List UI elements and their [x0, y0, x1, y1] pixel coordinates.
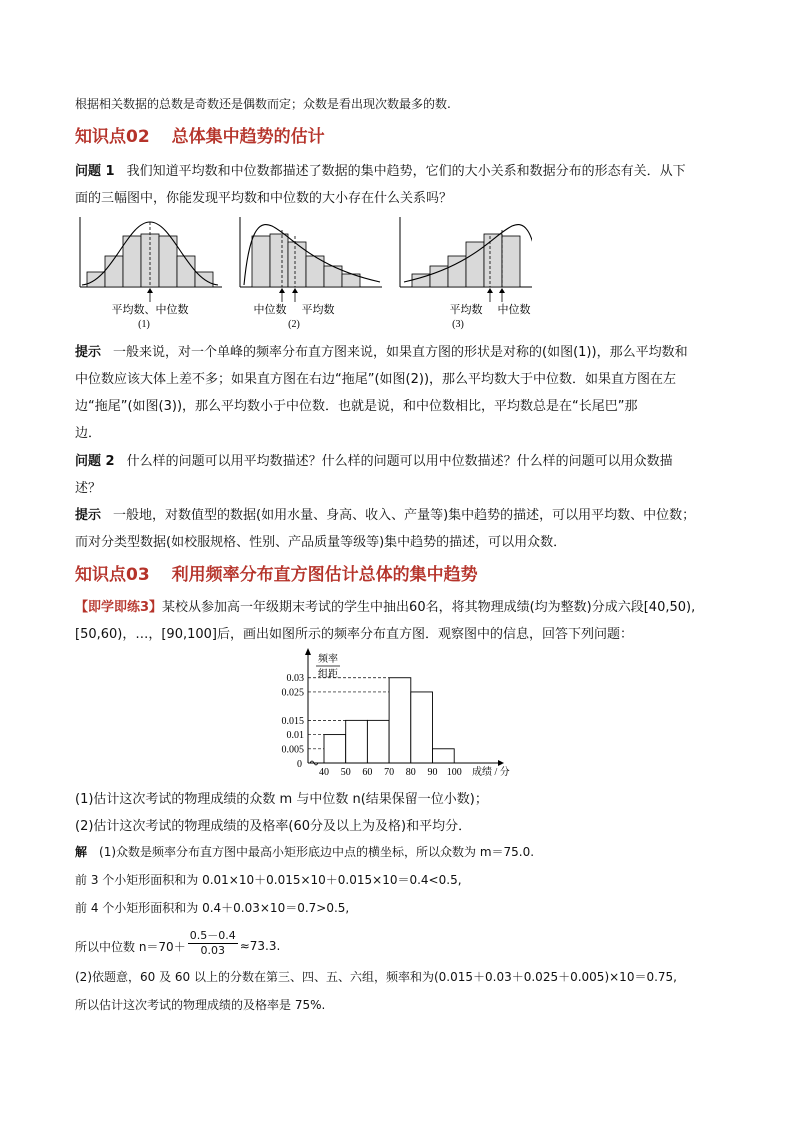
x-tick-label: 90 — [427, 767, 438, 778]
practice-line1 — [75, 596, 695, 615]
question-1-line2: 面的三幅图中，你能发现平均数和中位数的大小存在什么关系吗？ — [75, 191, 453, 206]
x-axis-label: 成绩 / 分 — [472, 767, 510, 778]
median-formula-suffix: ≈73.3. — [239, 939, 281, 953]
histogram-bar-90 — [433, 749, 455, 763]
y-tick-label: 0.03 — [286, 673, 304, 685]
fig1-label: 平均数、中位数 — [111, 304, 189, 316]
y-tick-label: 0.025 — [281, 687, 304, 699]
histogram-x-ticks — [319, 767, 462, 778]
question-2-text: 什么样的问题可以用平均数描述？什么样的问题可以用中位数描述？什么样的问题可以用众数描 — [126, 454, 673, 469]
fig3-label-mean: 平均数 — [449, 304, 483, 316]
solution-line5: (2)依题意，60 及 60 以上的分数在第三、四、五、六组，频率和为(0.015＋0.03＋0.025＋0.005)×10＝0.75, — [75, 970, 677, 984]
hint-1-line2: 中位数应该大体上差不多；如果直方图在右边“拖尾”(如图(2))，那么平均数大于中位数．如果直方图在左 — [75, 372, 677, 387]
practice-line2: [50,60)，…，[90,100]后，画出如图所示的频率分布直方图．观察图中的信息，回答下列问题： — [75, 627, 633, 642]
fraction-denominator: 0.03 — [200, 944, 225, 957]
question-2-label: 问题 2 — [75, 454, 115, 469]
figure-3-left-tail — [400, 217, 532, 330]
fig3-number: (3) — [452, 319, 464, 330]
y-tick-label: 0.015 — [281, 715, 304, 727]
x-tick-label: 40 — [319, 767, 329, 778]
x-tick-label: 60 — [362, 767, 373, 778]
y-label-top: 频率 — [318, 654, 338, 665]
practice-tag: 【即学即练3】 — [75, 600, 163, 615]
x-tick-label: 80 — [405, 767, 416, 778]
hint-2-line1 — [75, 504, 695, 523]
hint-2-line2: 而对分类型数据(如校服规格、性别、产品质量等级等)集中趋势的描述，可以用众数． — [75, 535, 567, 550]
median-formula-prefix: 所以中位数 n＝70＋ — [75, 939, 186, 954]
hint-1-line1 — [75, 341, 688, 360]
x-axis-arrow — [498, 760, 504, 766]
hint-2-text: 一般地，对数值型的数据(如用水量、身高、收入、产量等)集中趋势的描述，可以用平均数、中位数； — [113, 508, 696, 523]
hint-1-line4: 边． — [75, 426, 102, 441]
solution-text: (1)众数是频率分布直方图中最高小矩形底边中点的横坐标，所以众数为 m＝75.0. — [99, 845, 535, 859]
y-tick-label: 0.005 — [281, 744, 304, 756]
section-number: 知识点02 — [75, 127, 150, 147]
fig2-label-mean: 平均数 — [301, 304, 335, 316]
solution-line1 — [75, 843, 534, 860]
question-1-line1 — [75, 160, 686, 179]
x-tick-label: 70 — [384, 767, 395, 778]
question-1-label: 问题 1 — [75, 164, 115, 179]
y-axis-arrow — [305, 648, 311, 655]
figure-1-symmetric — [80, 217, 222, 330]
x-tick-label: 50 — [340, 767, 351, 778]
question-1-text: 我们知道平均数和中位数都描述了数据的集中趋势，它们的大小关系和数据分布的形态有关．从下 — [126, 164, 686, 179]
part-1: (1)估计这次考试的物理成绩的众数 m 与中位数 n(结果保留一位小数)； — [75, 792, 488, 807]
fig3-bars — [412, 234, 520, 287]
histogram-bar-80 — [411, 692, 433, 763]
section-heading-03 — [75, 560, 500, 585]
histogram-bar-60 — [367, 720, 389, 763]
fig2-bars — [252, 234, 360, 287]
fraction-numerator: 0.5－0.4 — [189, 929, 236, 942]
y-tick-label: 0.01 — [286, 730, 304, 742]
hint-1-text: 一般来说，对一个单峰的频率分布直方图来说，如果直方图的形状是对称的(如图(1))，那么平均数和 — [113, 345, 688, 360]
solution-line3: 前 4 个小矩形面积和为 0.4＋0.03×10＝0.7>0.5, — [75, 901, 350, 915]
hint-1-line3: 边“拖尾”(如图(3))，那么平均数小于中位数．也就是说，和中位数相比，平均数总是在“长尾巴”那 — [75, 399, 638, 414]
fig1-number: (1) — [138, 319, 150, 330]
section-title: 总体集中趋势的估计 — [171, 127, 325, 147]
hint-1-label: 提示 — [75, 345, 102, 360]
frequency-histogram — [270, 645, 530, 783]
fig2-number: (2) — [288, 319, 300, 330]
part-2: (2)估计这次考试的物理成绩的及格率(60分及以上为及格)和平均分． — [75, 819, 472, 834]
question-2-line1 — [75, 450, 673, 469]
solution-label: 解 — [75, 845, 88, 859]
fig3-label-median: 中位数 — [497, 304, 531, 316]
practice-text: 某校从参加高一年级期末考试的学生中抽出60名，将其物理成绩(均为整数)分成六段[40,50), — [162, 600, 696, 615]
x-tick-label: 100 — [446, 767, 462, 778]
histogram-bar-70 — [389, 678, 411, 763]
fig2-label-median: 中位数 — [253, 304, 287, 316]
histogram-bar-50 — [346, 720, 368, 763]
origin-label: 0 — [297, 759, 302, 770]
section-heading-02 — [75, 122, 347, 147]
histogram-y-ticks — [282, 673, 305, 755]
solution-line2: 前 3 个小矩形面积和为 0.01×10＋0.015×10＋0.015×10＝0.4<0.5, — [75, 873, 462, 887]
y-label-bottom: 组距 — [318, 669, 338, 680]
question-2-line2: 述？ — [75, 481, 102, 496]
solution-line6: 所以估计这次考试的物理成绩的及格率是 75%. — [75, 998, 326, 1012]
median-fraction — [188, 927, 238, 957]
intro-text: 根据相关数据的总数是奇数还是偶数而定；众数是看出现次数最多的数. — [75, 97, 451, 111]
section-number: 知识点03 — [75, 565, 150, 585]
hint-2-label: 提示 — [75, 508, 102, 523]
figure-2-right-tail — [240, 217, 382, 330]
solution-line4 — [75, 927, 280, 957]
distribution-figures — [72, 212, 532, 334]
histogram-bar-40 — [324, 735, 346, 763]
section-title: 利用频率分布直方图估计总体的集中趋势 — [171, 565, 478, 585]
